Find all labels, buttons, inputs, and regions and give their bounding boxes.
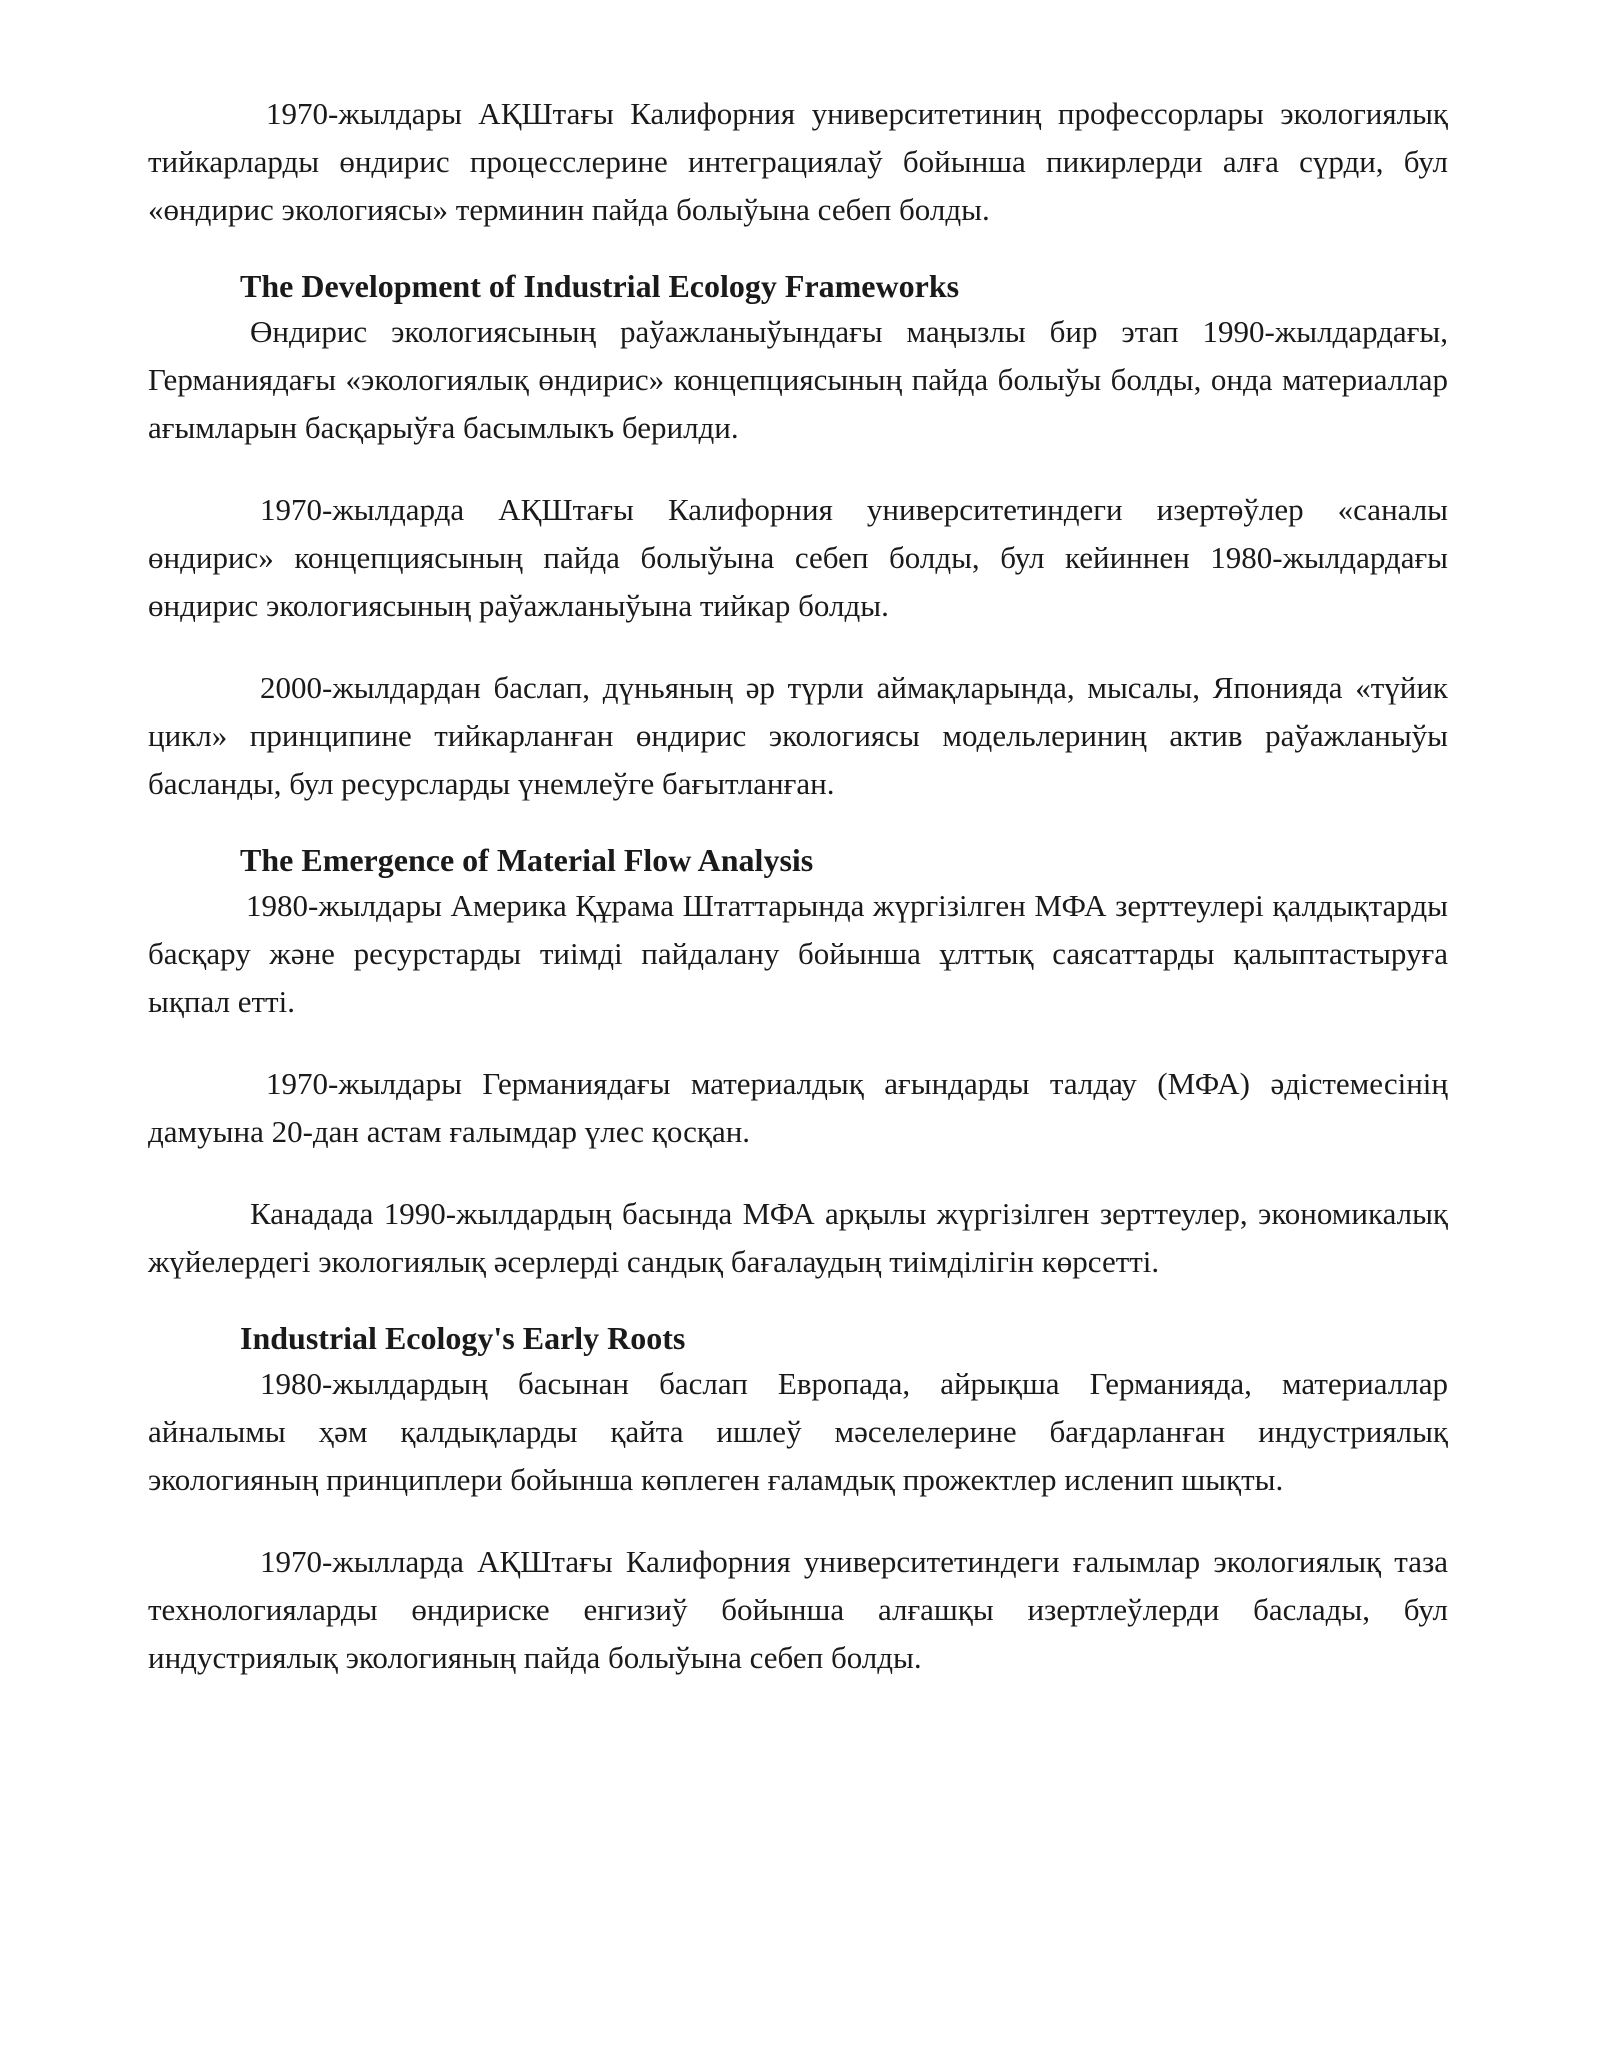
paragraph-gap xyxy=(148,1156,1448,1190)
paragraph-conscious-production: 1970-жылдарда АҚШтағы Калифорния университетиндеги изертөўлер «саналы өндирис» концепциясының пайда болыўына себеп болды, бул кейиннен 1980-жылдардағы өндирис экологиясының раўажланыўына тийкар болды. xyxy=(148,492,1448,623)
paragraph-germany-mfa-methodology: 1970-жылдары Германиядағы материалдық ағындарды талдау (МФА) әдістемесінің дамуына 20-дан астам ғалымдар үлес қосқан. xyxy=(148,1066,1448,1149)
paragraph-gap xyxy=(148,630,1448,664)
paragraph-usa-mfa-research: 1980-жылдары Америка Құрама Штаттарында жүргізілген МФА зерттеулері қалдықтарды басқару және ресурстарды тиімді пайдалану бойынша ұлттық саясаттарды қалыптастыруға ықпал етті. xyxy=(148,888,1448,1019)
paragraph-japan-closed-cycle: 2000-жылдардан баслап, дүньяның әр түрли аймақларында, мысалы, Японияда «түйик цикл» принципине тийкарланған өндирис экологиясы модельлериниң актив раўажланыўы басланды, бул ресурсларды үнемлеўге бағытланған. xyxy=(148,670,1448,801)
paragraph-california-clean-technologies: 1970-жылларда АҚШтағы Калифорния университетиндеги ғалымлар экологиялық таза технологияларды өндириске енгизиў бойынша алғашқы изертлеўлерди баслады, бул индустриялық экологияның пайда болыўына себеп болды. xyxy=(148,1544,1448,1675)
paragraph-gap xyxy=(148,1026,1448,1060)
paragraph-california-professors: 1970-жылдары АҚШтағы Калифорния университетиниң профессорлары экологиялық тийкарларды өндирис процесслерине интеграциялаў бойынша пикирлерди алға сүрди, бул «өндирис экологиясы» терминин пайда болыўына себеп болды. xyxy=(148,96,1448,227)
paragraph-germany-ecological-production: Өндирис экологиясының раўажланыўындағы маңызлы бир этап 1990-жылдардағы, Германиядағы «экологиялық өндирис» концепциясының пайда болыўы болды, онда материаллар ағымларын басқарыўға басымлыкъ берилди. xyxy=(148,314,1448,445)
document-page xyxy=(148,90,1448,1682)
heading-industrial-ecology-frameworks: The Development of Industrial Ecology Frameworks xyxy=(240,268,960,304)
paragraph-europe-projects: 1980-жылдардың басынан баслап Европада, айрықша Германияда, материаллар айналымы ҳәм қалдықларды қайта ишлеў мәселелерине бағдарланған индустриялық экологияның принциплери бойынша көплеген ғаламдық прожектлер исленип шықты. xyxy=(148,1366,1448,1497)
heading-early-roots: Industrial Ecology's Early Roots xyxy=(240,1320,686,1356)
paragraph-gap xyxy=(148,452,1448,486)
paragraph-canada-mfa-studies: Канадада 1990-жылдардың басында МФА арқылы жүргізілген зерттеулер, экономикалық жүйелердегі экологиялық әсерлерді сандық бағалаудың тиімділігін көрсетті. xyxy=(148,1196,1448,1279)
paragraph-gap xyxy=(148,1504,1448,1538)
heading-material-flow-analysis: The Emergence of Material Flow Analysis xyxy=(240,842,814,878)
